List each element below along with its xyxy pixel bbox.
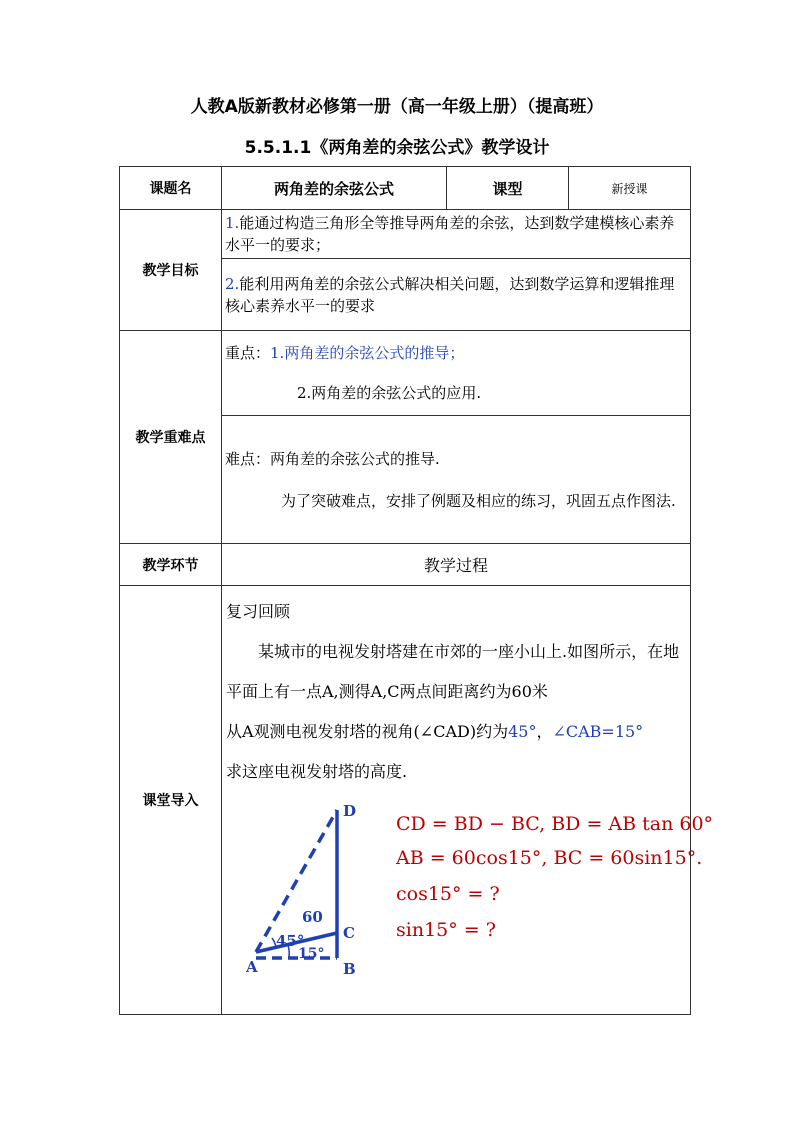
process-label: 教学过程	[222, 544, 691, 586]
goal-2-text: 能利用两角差的余弦公式解决相关问题，达到数学运算和逻辑推理核心素养水平一的要求	[225, 274, 675, 315]
label-15: 15°	[298, 946, 325, 962]
intro-p2-sep: ，	[536, 722, 553, 741]
lesson-plan-table	[119, 166, 714, 1015]
lesson-type-label: 课型	[447, 167, 569, 210]
goals-row-1	[120, 210, 691, 259]
label-60: 60	[302, 908, 323, 926]
intro-content	[222, 586, 714, 1015]
goal-2	[222, 259, 691, 331]
formula-2: AB = 60cos15°, BC = 60sin15°.	[396, 847, 703, 869]
line-AD	[256, 810, 337, 952]
goal-1	[222, 210, 691, 259]
formula-4: sin15° = ?	[396, 919, 496, 941]
key-points	[222, 331, 691, 416]
review-heading: 复习回顾	[226, 602, 291, 621]
key-point-1	[225, 333, 687, 373]
label-D: D	[343, 802, 357, 820]
intro-p2-angle: 45°	[508, 722, 537, 741]
label-A: A	[246, 958, 258, 976]
goals-label: 教学目标	[120, 210, 222, 331]
diagram-area	[226, 792, 714, 1014]
intro-row	[120, 586, 691, 1015]
label-B: B	[343, 960, 356, 978]
topic-row	[120, 167, 691, 210]
goal-1-number: 1.	[225, 214, 240, 232]
process-header-row	[120, 544, 691, 586]
intro-p2-a: 从A观测电视发射塔的视角(∠CAD)约为	[226, 722, 509, 741]
key-point-2: 2.两角差的余弦公式的应用.	[297, 384, 482, 402]
stage-label: 教学环节	[120, 544, 222, 586]
intro-paragraph-1: 某城市的电视发射塔建在市郊的一座小山上.如图所示，在地平面上有一点A,测得A,C两点间距离约为60米	[226, 642, 680, 701]
keypoints-label: 教学重难点	[120, 331, 222, 544]
label-C: C	[343, 924, 355, 942]
goal-1-text: 能通过构造三角形全等推导两角差的余弦，达到数学建模核心素养水平一的要求；	[225, 214, 675, 254]
lesson-type-value: 新授课	[569, 167, 691, 210]
difficulty-text: 两角差的余弦公式的推导.	[270, 449, 440, 468]
topic-value: 两角差的余弦公式	[222, 167, 447, 210]
difficulty-1	[225, 438, 687, 480]
lesson-title: 5.5.1.1《两角差的余弦公式》教学设计	[244, 138, 550, 158]
key-point-1-text: 1.两角差的余弦公式的推导；	[270, 344, 465, 362]
formula-1: CD = BD − BC, BD = AB tan 60°	[396, 813, 714, 835]
difficulty-note: 为了突破难点，安排了例题及相应的练习，巩固五点作图法.	[281, 491, 676, 510]
label-45: 45°	[276, 932, 305, 950]
intro-label: 课堂导入	[120, 586, 222, 1015]
difficulty-prefix: 难点：	[225, 449, 271, 468]
key-prefix: 重点：	[225, 344, 271, 362]
intro-p2-angle2: ∠CAB=15°	[552, 722, 644, 741]
formula-3: cos15° = ?	[396, 883, 500, 905]
topic-label: 课题名	[120, 167, 222, 210]
goal-2-number: 2.	[225, 274, 240, 293]
intro-paragraph-3: 求这座电视发射塔的高度.	[226, 762, 408, 781]
document-title: 人教A版新教材必修第一册（高一年级上册）（提高班）	[190, 97, 604, 117]
difficulties	[222, 416, 691, 544]
keypoints-row-1	[120, 331, 691, 416]
intro-paragraph-2	[226, 712, 686, 752]
